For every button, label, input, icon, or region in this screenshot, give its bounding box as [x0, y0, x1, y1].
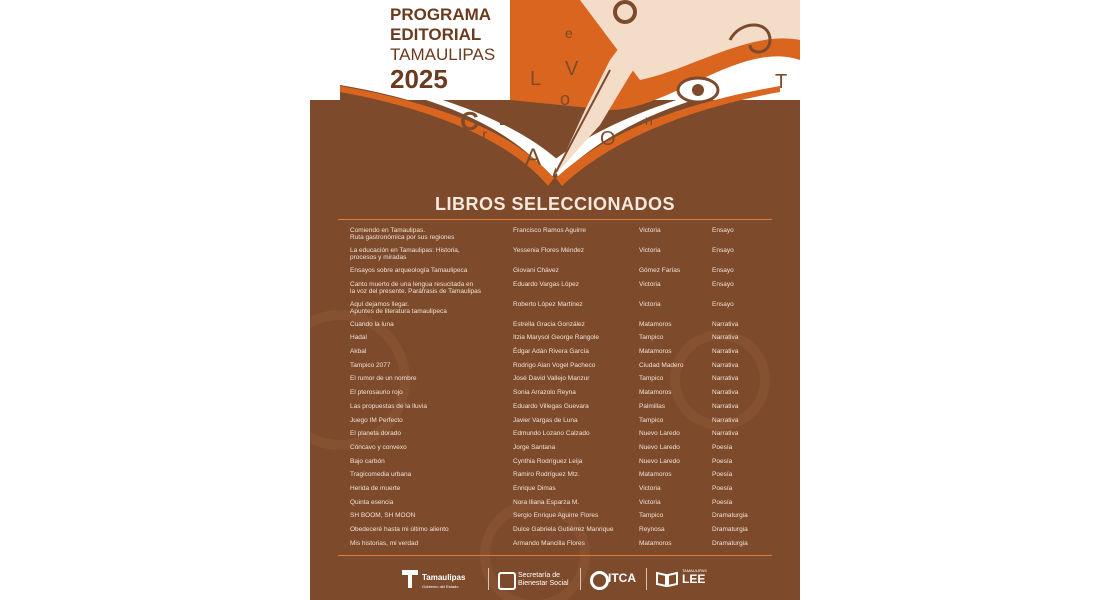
book-title: Akbal: [350, 348, 367, 356]
book-city: Matamoros: [639, 320, 672, 328]
book-author: Rodrigo Alan Vogel Pacheco: [513, 361, 596, 369]
book-city: Tampico: [639, 416, 664, 424]
tamaulipas-sublabel: Gobierno del Estado: [422, 584, 459, 589]
book-city: Nuevo Laredo: [639, 430, 680, 438]
book-title: Bajo carbón: [350, 457, 385, 465]
table-row: [350, 456, 790, 470]
table-row: [350, 428, 790, 442]
book-genre: Poesía: [712, 484, 733, 492]
divider: [338, 219, 772, 220]
table-row: [350, 332, 790, 346]
book-genre: Ensayo: [712, 280, 734, 288]
book-author: Estrella Gracia González: [513, 320, 585, 328]
book-author: Roberto López Martínez: [513, 300, 583, 308]
itca-label: ITCA: [608, 571, 636, 585]
table-row: [350, 469, 790, 483]
secretaria-label-1: Secretaría de: [518, 572, 561, 579]
book-city: Victoria: [639, 300, 661, 308]
book-city: Matamoros: [639, 389, 672, 397]
table-row: [350, 299, 790, 319]
book-title: La educación en Tamaulipas: Historia, procesos y miradas: [350, 247, 460, 261]
book-genre: Ensayo: [712, 300, 734, 308]
book-genre: Narrativa: [712, 416, 739, 424]
book-city: Matamoros: [639, 539, 672, 547]
book-author: Nora Iliana Esparza M.: [513, 498, 580, 506]
program-title-line3: TAMAULIPAS: [390, 45, 496, 64]
table-row: [350, 225, 790, 245]
book-genre: Poesía: [712, 443, 733, 451]
book-illustration: [310, 0, 800, 190]
svg-text:C: C: [460, 106, 479, 136]
book-author: Jorge Santana: [513, 443, 556, 451]
book-author: Dulce Gabriela Gutiérrez Manrique: [513, 526, 614, 533]
book-city: Victoria: [639, 484, 661, 492]
tamaulipas-logo-icon: [402, 568, 418, 588]
book-genre: Narrativa: [712, 320, 739, 328]
book-title: Cuando la luna: [350, 320, 394, 328]
book-genre: Narrativa: [712, 402, 739, 410]
table-row: [350, 497, 790, 511]
book-city: Palmillas: [639, 402, 666, 410]
book-title: Herida de muerte: [350, 484, 401, 492]
book-genre: Dramaturgia: [712, 526, 748, 533]
svg-text:e: e: [565, 25, 573, 41]
book-city: Reynosa: [639, 526, 665, 533]
table-row: [350, 401, 790, 415]
table-row: [350, 265, 790, 279]
book-author: Cynthia Rodríguez Leija: [513, 457, 583, 465]
book-city: Matamoros: [639, 471, 672, 479]
book-genre: Narrativa: [712, 348, 739, 356]
book-city: Victoria: [639, 280, 661, 288]
secretaria-label-2: Bienestar Social: [518, 580, 569, 587]
book-genre: Poesía: [712, 498, 733, 506]
table-row: [350, 483, 790, 497]
separator: [488, 568, 489, 590]
book-author: Sonia Arrazolo Reyna: [513, 389, 576, 397]
table-row: [350, 442, 790, 456]
book-city: Tampico: [639, 334, 664, 342]
header-illustration: [310, 0, 800, 190]
book-title: Juego IM Perfecto: [350, 416, 403, 424]
book-author: Javier Vargas de Luna: [513, 416, 578, 424]
book-genre: Poesía: [712, 471, 733, 479]
table-row: [350, 373, 790, 387]
lee-logo-icon: [656, 571, 678, 587]
book-author: Edmundo Lozano Calzado: [513, 430, 590, 438]
book-city: Nuevo Laredo: [639, 457, 680, 465]
books-table: [350, 225, 790, 551]
poster: [310, 0, 800, 600]
table-row: [350, 387, 790, 401]
lee-top-label: TAMAULIPAS: [682, 568, 707, 573]
book-author: José David Vallejo Manzur: [513, 375, 590, 383]
footer-logos: [310, 560, 800, 600]
svg-text:V: V: [565, 58, 579, 80]
book-genre: Narrativa: [712, 334, 739, 342]
book-author: Itzia Marysol George Rangole: [513, 334, 599, 342]
book-genre: Narrativa: [712, 375, 739, 383]
book-city: Gómez Farías: [639, 267, 681, 274]
book-title: El pterosaurio rojo: [350, 389, 403, 397]
book-title: Las propuestas de la lluvia: [350, 402, 427, 410]
svg-text:s: s: [525, 105, 533, 122]
book-genre: Ensayo: [712, 227, 734, 234]
book-city: Victoria: [639, 247, 661, 254]
table-row: [350, 415, 790, 429]
svg-text:n: n: [645, 112, 653, 128]
book-title: Canto muerto de una lengua resucitada en la voz del presente. Paráfrasis de Tamaulipas: [350, 280, 482, 295]
book-title: Ensayos sobre arqueología Tamaulipeca: [350, 267, 468, 274]
book-title: El planeta dorado: [350, 430, 401, 438]
book-title: Tragicomedia urbana: [350, 471, 412, 479]
book-genre: Narrativa: [712, 389, 739, 397]
book-author: Enrique Dimas: [513, 484, 556, 492]
table-row: [350, 524, 790, 538]
table-row: [350, 510, 790, 524]
book-city: Nuevo Laredo: [639, 443, 680, 451]
book-title: Comiendo en Tamaulipas. Ruta gastronómica por sus regiones: [350, 227, 455, 241]
book-genre: Dramaturgia: [712, 539, 748, 547]
svg-text:r: r: [482, 127, 488, 144]
book-city: Ciudad Madero: [639, 361, 684, 369]
book-author: Francisco Ramos Aguirre: [513, 227, 586, 234]
book-author: Yessenia Flores Méndez: [513, 247, 584, 254]
book-author: Giovani Chávez: [513, 267, 559, 274]
separator: [580, 568, 581, 590]
book-title: Mis historias, mi verdad: [350, 539, 419, 547]
svg-text:L: L: [530, 68, 542, 90]
book-city: Matamoros: [639, 348, 672, 356]
book-city: Victoria: [639, 498, 661, 506]
book-title: Cóncavo y convexo: [350, 443, 407, 451]
svg-text:o: o: [560, 89, 571, 109]
table-row: [350, 245, 790, 265]
book-genre: Poesía: [712, 457, 733, 465]
book-genre: Ensayo: [712, 267, 734, 274]
itca-logo-icon: [590, 571, 609, 590]
book-title: Obedeceré hasta mi último aliento: [350, 526, 449, 533]
table-row: [350, 319, 790, 333]
book-genre: Narrativa: [712, 361, 739, 369]
book-title: Quinta esencia: [350, 498, 394, 506]
book-title: Hadal: [350, 334, 367, 342]
book-genre: Dramaturgia: [712, 512, 748, 520]
svg-text:A: A: [525, 144, 542, 171]
book-author: Eduardo Vargas López: [513, 280, 580, 288]
book-city: Victoria: [639, 227, 661, 234]
tamaulipas-label: Tamaulipas: [422, 573, 466, 582]
program-title-line1: PROGRAMA: [390, 5, 492, 24]
book-author: Édgar Adán Rivera García: [513, 348, 589, 356]
lee-label: LEE: [682, 572, 706, 586]
table-row: [350, 346, 790, 360]
separator: [646, 568, 647, 590]
page-title: LIBROS SELECCIONADOS: [434, 194, 676, 214]
book-author: Armando Mancilla Flores: [513, 539, 585, 547]
book-city: Tampico: [639, 375, 664, 383]
table-row: [350, 279, 790, 299]
divider: [338, 555, 772, 556]
book-author: Eduardo Villegas Guevara: [513, 402, 589, 410]
book-title: Tampico 2077: [350, 361, 391, 369]
program-year: 2025: [390, 64, 448, 94]
svg-text:T: T: [775, 71, 788, 93]
program-title-line2: EDITORIAL: [390, 25, 482, 44]
book-genre: Ensayo: [712, 247, 734, 254]
book-author: Ramiro Rodríguez Mtz.: [513, 471, 580, 479]
book-title: SH BOOM, SH MOON: [350, 512, 416, 520]
book-author: Sergio Enrique Aguirre Flores: [513, 512, 599, 520]
book-title: El rumor de un nombre: [350, 375, 417, 383]
svg-text:O: O: [600, 128, 616, 150]
book-city: Tampico: [639, 512, 664, 520]
book-genre: Narrativa: [712, 430, 739, 438]
table-row: [350, 538, 790, 552]
book-title: Aquí dejamos llegar. Apuntes de literatura tamaulipeca: [350, 300, 447, 315]
bienestar-logo-icon: [498, 572, 516, 590]
svg-text:D: D: [498, 104, 516, 131]
table-row: [350, 360, 790, 374]
